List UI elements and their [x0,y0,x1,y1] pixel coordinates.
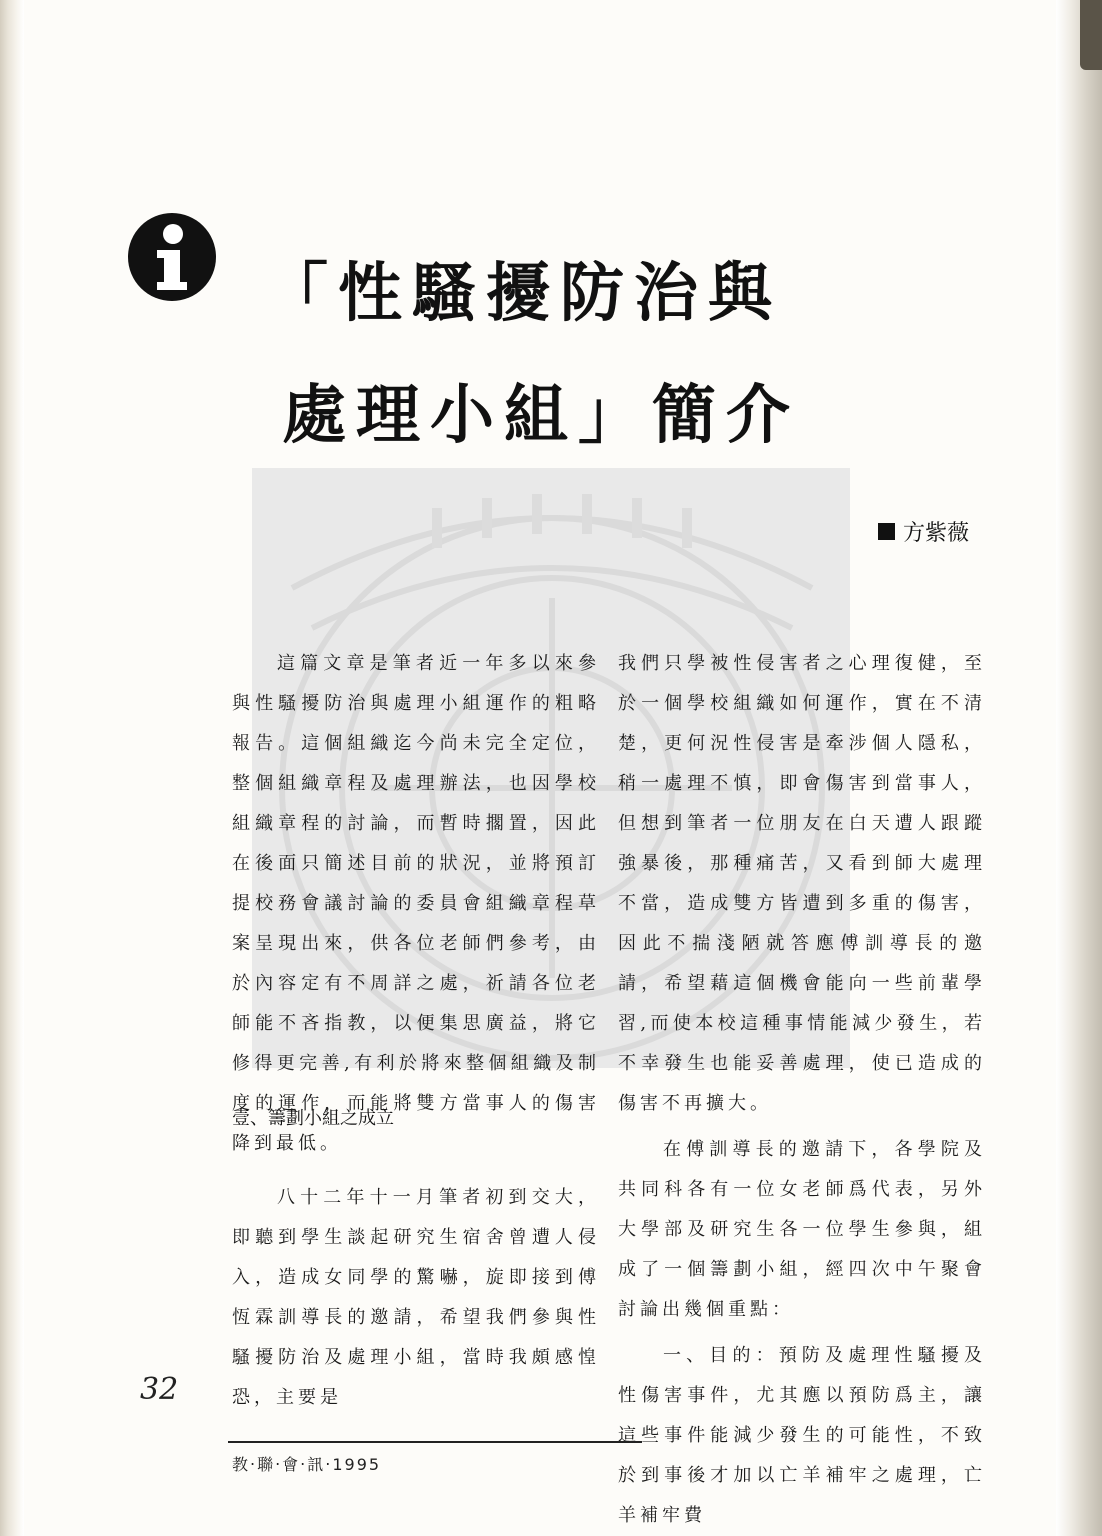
section1-paragraph: 八十二年十一月筆者初到交大，即聽到學生談起研究生宿舍曾遭人侵入，造成女同學的驚嚇，旋即接到傅恆霖訓導長的邀請，希望我們參與性騷擾防治及處理小組，當時我頗感惶恐，主要是 [232,1187,600,1408]
footer-divider [228,1441,642,1443]
section-heading: 壹、籌劃小組之成立 [232,1108,394,1129]
intro-paragraph: 這篇文章是筆者近一年多以來參與性騷擾防治與處理小組運作的粗略報告。這個組織迄今尚未完全定位，整個組織章程及處理辦法，也因學校組織章程的討論，而暫時擱置，因此在後面只簡述目前的狀況，並將預訂提校務會議討論的委員會組織章程草案呈現出來，供各位老師們參考，由於內容定有不周詳之處，祈請各位老師能不吝指教，以便集思廣益，將它修得更完善,有利於將來整個組織及制度的運作，而能將雙方當事人的傷害降到最低。 [232,653,600,1154]
section1-column [232,1178,600,1418]
right-column [618,644,986,1536]
right-paragraph-1: 我們只學被性侵害者之心理復健，至於一個學校組織如何運作，實在不清楚，更何況性侵害是牽涉個人隱私，稍一處理不慎，即會傷害到當事人，但想到筆者一位朋友在白天遭人跟蹤強暴後，那種痛苦，又看到師大處理不當，造成雙方皆遭到多重的傷害，因此不揣淺陋就答應傅訓導長的邀請，希望藉這個機會能向一些前輩學習,而使本校這種事情能減少發生，若不幸發生也能妥善處理，使已造成的傷害不再擴大。 [618,653,986,1114]
page-number: 32 [140,1372,179,1407]
right-paragraph-3: 一、目的：預防及處理性騷擾及性傷害事件，尤其應以預防爲主，讓這些事件能減少發生的可能性，不致於到事後才加以亡羊補牢之處理，亡羊補牢費 [618,1345,986,1526]
paper-edge-right [1056,0,1102,1536]
black-square-icon [878,523,895,540]
author-byline [878,516,969,547]
binding-edge-left [0,0,24,1536]
corner-mark [1080,0,1102,70]
publication-footer: 教‧聯‧會‧訊‧1995 [232,1455,382,1474]
info-icon [127,212,217,302]
title-line-1: 「性騷擾防治與 [264,257,782,331]
right-paragraph-2: 在傅訓導長的邀請下，各學院及共同科各有一位女老師爲代表，另外大學部及研究生各一位學生參與，組成了一個籌劃小組，經四次中午聚會討論出幾個重點： [618,1139,986,1320]
author-name: 方紫薇 [903,521,970,546]
intro-column [232,644,600,1164]
title-line-2: 處理小組」簡介 [282,379,800,453]
